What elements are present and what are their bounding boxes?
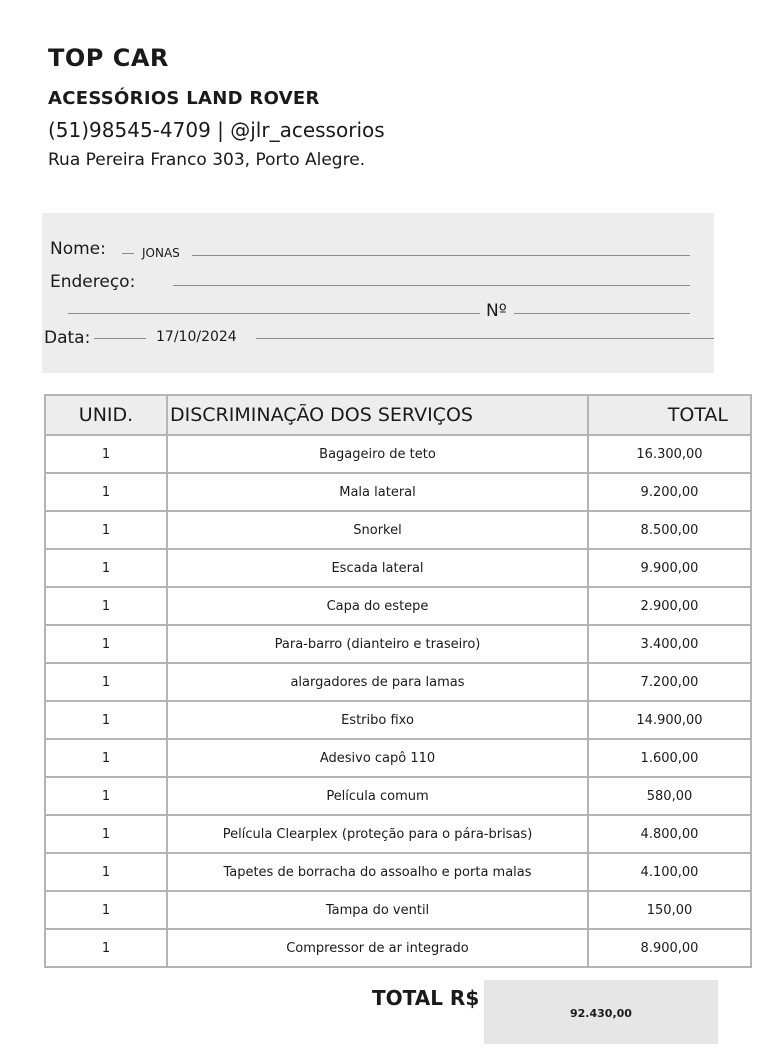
row-description: alargadores de para lamas — [167, 663, 588, 701]
row-description: Capa do estepe — [167, 587, 588, 625]
row-unid: 1 — [45, 739, 167, 777]
row-unid: 1 — [45, 853, 167, 891]
row-total: 580,00 — [588, 777, 751, 815]
nome-label: Nome: — [50, 239, 106, 259]
row-unid: 1 — [45, 815, 167, 853]
header-unid: UNID. — [45, 395, 167, 435]
table-row — [45, 473, 751, 511]
row-unid: 1 — [45, 435, 167, 473]
row-description: Adesivo capô 110 — [167, 739, 588, 777]
table-row — [45, 777, 751, 815]
table-row — [45, 587, 751, 625]
row-total: 1.600,00 — [588, 739, 751, 777]
services-table — [44, 394, 752, 968]
row-total: 9.200,00 — [588, 473, 751, 511]
row-description: Tampa do ventil — [167, 891, 588, 929]
row-unid: 1 — [45, 663, 167, 701]
table-row — [45, 701, 751, 739]
row-total: 9.900,00 — [588, 549, 751, 587]
numero-line — [514, 313, 690, 314]
row-description: Tapetes de borracha do assoalho e porta malas — [167, 853, 588, 891]
nome-lead-line — [122, 253, 134, 254]
row-total: 4.800,00 — [588, 815, 751, 853]
row-unid: 1 — [45, 929, 167, 967]
data-line — [256, 338, 714, 339]
row-total: 16.300,00 — [588, 435, 751, 473]
endereco-line-2 — [68, 313, 480, 314]
endereco-line — [173, 285, 690, 286]
row-unid: 1 — [45, 587, 167, 625]
grand-total-box — [484, 980, 718, 1044]
data-lead-line — [94, 338, 146, 339]
table-row — [45, 511, 751, 549]
data-label: Data: — [44, 328, 91, 348]
row-total: 3.400,00 — [588, 625, 751, 663]
row-total: 7.200,00 — [588, 663, 751, 701]
row-unid: 1 — [45, 473, 167, 511]
header-description: DISCRIMINAÇÃO DOS SERVIÇOS — [167, 395, 588, 435]
row-unid: 1 — [45, 891, 167, 929]
nome-value: JONAS — [142, 246, 180, 260]
table-row — [45, 549, 751, 587]
table-row — [45, 739, 751, 777]
table-header-row — [45, 395, 751, 435]
row-total: 14.900,00 — [588, 701, 751, 739]
row-total: 150,00 — [588, 891, 751, 929]
row-description: Mala lateral — [167, 473, 588, 511]
endereco-label: Endereço: — [50, 272, 136, 292]
row-total: 8.900,00 — [588, 929, 751, 967]
header-total: TOTAL — [588, 395, 751, 435]
numero-label: Nº — [486, 301, 507, 321]
row-description: Película comum — [167, 777, 588, 815]
table-row — [45, 929, 751, 967]
contact-info: (51)98545-4709 | @jlr_acessorios — [48, 118, 385, 142]
table-row — [45, 815, 751, 853]
grand-total-label: TOTAL R$ — [372, 986, 480, 1010]
row-description: Para-barro (dianteiro e traseiro) — [167, 625, 588, 663]
row-total: 4.100,00 — [588, 853, 751, 891]
table-row — [45, 663, 751, 701]
table-row — [45, 625, 751, 663]
row-description: Estribo fixo — [167, 701, 588, 739]
row-description: Película Clearplex (proteção para o pára-brisas) — [167, 815, 588, 853]
row-description: Bagageiro de teto — [167, 435, 588, 473]
table-row — [45, 891, 751, 929]
store-address: Rua Pereira Franco 303, Porto Alegre. — [48, 150, 366, 170]
grand-total-value: 92.430,00 — [570, 1007, 632, 1020]
row-unid: 1 — [45, 549, 167, 587]
table-row — [45, 435, 751, 473]
row-description: Snorkel — [167, 511, 588, 549]
row-description: Compressor de ar integrado — [167, 929, 588, 967]
row-description: Escada lateral — [167, 549, 588, 587]
data-value: 17/10/2024 — [156, 329, 237, 345]
nome-line — [192, 255, 690, 256]
row-unid: 1 — [45, 625, 167, 663]
row-unid: 1 — [45, 511, 167, 549]
brand-name: TOP CAR — [48, 44, 169, 72]
row-unid: 1 — [45, 701, 167, 739]
customer-form — [42, 213, 714, 373]
table-row — [45, 853, 751, 891]
row-unid: 1 — [45, 777, 167, 815]
row-total: 2.900,00 — [588, 587, 751, 625]
brand-subtitle: ACESSÓRIOS LAND ROVER — [48, 88, 320, 109]
row-total: 8.500,00 — [588, 511, 751, 549]
